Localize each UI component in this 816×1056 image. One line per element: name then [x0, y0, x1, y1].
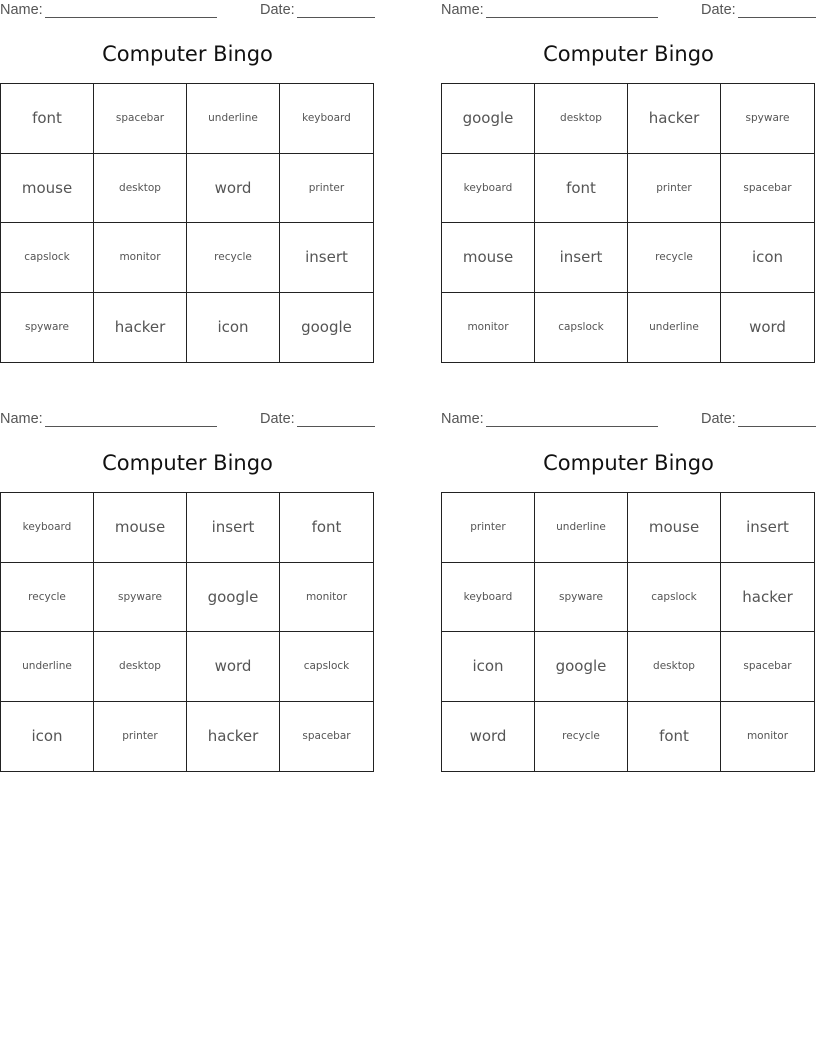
bingo-cell: hacker: [187, 702, 280, 772]
bingo-cell: icon: [187, 293, 280, 363]
name-blank-line: [486, 426, 658, 427]
bingo-cell: monitor: [280, 563, 373, 633]
bingo-cell: desktop: [628, 632, 721, 702]
bingo-cell: desktop: [94, 632, 187, 702]
bingo-cell: underline: [1, 632, 94, 702]
bingo-cell: font: [628, 702, 721, 772]
bingo-card-4: [441, 409, 816, 774]
date-blank-line: [297, 426, 375, 427]
date-blank-line: [738, 17, 816, 18]
bingo-cell: icon: [1, 702, 94, 772]
name-label: Name:: [441, 411, 484, 427]
date-label: Date:: [701, 411, 736, 427]
bingo-cell: desktop: [535, 84, 628, 154]
bingo-cell: google: [187, 563, 280, 633]
bingo-cell: spyware: [721, 84, 814, 154]
bingo-cell: keyboard: [280, 84, 373, 154]
bingo-cell: hacker: [721, 563, 814, 633]
bingo-cell: monitor: [442, 293, 535, 363]
bingo-cell: insert: [280, 223, 373, 293]
bingo-cell: spyware: [535, 563, 628, 633]
bingo-cell: word: [442, 702, 535, 772]
name-date-row: [441, 0, 816, 20]
name-date-row: [0, 409, 375, 429]
bingo-cell: icon: [442, 632, 535, 702]
bingo-cell: font: [1, 84, 94, 154]
bingo-cell: spyware: [1, 293, 94, 363]
bingo-cell: word: [187, 154, 280, 224]
bingo-cell: capslock: [535, 293, 628, 363]
bingo-cell: mouse: [1, 154, 94, 224]
bingo-grid: [441, 492, 815, 772]
bingo-cell: monitor: [746, 730, 789, 743]
bingo-cell: recycle: [535, 702, 628, 772]
card-title: Computer Bingo: [543, 42, 714, 66]
bingo-cell: font: [535, 154, 628, 224]
bingo-cell: underline: [187, 84, 280, 154]
date-blank-line: [738, 426, 816, 427]
bingo-cell: recycle: [1, 563, 94, 633]
bingo-cell: printer: [280, 154, 373, 224]
bingo-cell: monitor: [94, 223, 187, 293]
bingo-cell: hacker: [628, 84, 721, 154]
name-label: Name:: [0, 2, 43, 18]
bingo-card-1: [0, 0, 375, 365]
card-title: Computer Bingo: [102, 451, 273, 475]
bingo-cell: recycle: [187, 223, 280, 293]
name-blank-line: [45, 426, 217, 427]
bingo-cell: keyboard: [442, 563, 535, 633]
bingo-cell: google: [442, 84, 535, 154]
bingo-grid: [0, 83, 374, 363]
bingo-cell: keyboard: [442, 154, 535, 224]
bingo-cell: recycle: [628, 223, 721, 293]
bingo-cell: capslock: [280, 632, 373, 702]
bingo-cell: word: [749, 318, 786, 337]
date-label: Date:: [701, 2, 736, 18]
bingo-cell: keyboard: [1, 493, 94, 563]
bingo-cell: capslock: [1, 223, 94, 293]
bingo-cell: insert: [187, 493, 280, 563]
date-blank-line: [297, 17, 375, 18]
bingo-grid: [0, 492, 374, 772]
card-title: Computer Bingo: [102, 42, 273, 66]
bingo-card-3: [0, 409, 375, 774]
bingo-cell: capslock: [628, 563, 721, 633]
date-label: Date:: [260, 411, 295, 427]
bingo-cell: mouse: [442, 223, 535, 293]
bingo-cell: icon: [721, 223, 814, 293]
name-date-row: [441, 409, 816, 429]
bingo-card-2: [441, 0, 816, 365]
name-label: Name:: [0, 411, 43, 427]
name-blank-line: [486, 17, 658, 18]
bingo-cell: google: [301, 318, 352, 337]
bingo-cell: printer: [628, 154, 721, 224]
name-date-row: [0, 0, 375, 20]
bingo-cell: mouse: [628, 493, 721, 563]
name-label: Name:: [441, 2, 484, 18]
bingo-cell: spyware: [94, 563, 187, 633]
bingo-cell: font: [280, 493, 373, 563]
name-blank-line: [45, 17, 217, 18]
bingo-grid: [441, 83, 815, 363]
bingo-cell: mouse: [94, 493, 187, 563]
bingo-cell: spacebar: [94, 84, 187, 154]
bingo-cell: printer: [442, 493, 535, 563]
bingo-cell: google: [535, 632, 628, 702]
bingo-cell: underline: [628, 293, 721, 363]
date-label: Date:: [260, 2, 295, 18]
bingo-cell: insert: [721, 493, 814, 563]
bingo-cell: insert: [535, 223, 628, 293]
bingo-cell: desktop: [94, 154, 187, 224]
bingo-cell: printer: [94, 702, 187, 772]
bingo-cell: underline: [535, 493, 628, 563]
card-title: Computer Bingo: [543, 451, 714, 475]
bingo-cell: spacebar: [721, 154, 814, 224]
bingo-cell: word: [187, 632, 280, 702]
bingo-cell: spacebar: [302, 730, 351, 743]
bingo-cell: spacebar: [721, 632, 814, 702]
bingo-cell: hacker: [94, 293, 187, 363]
